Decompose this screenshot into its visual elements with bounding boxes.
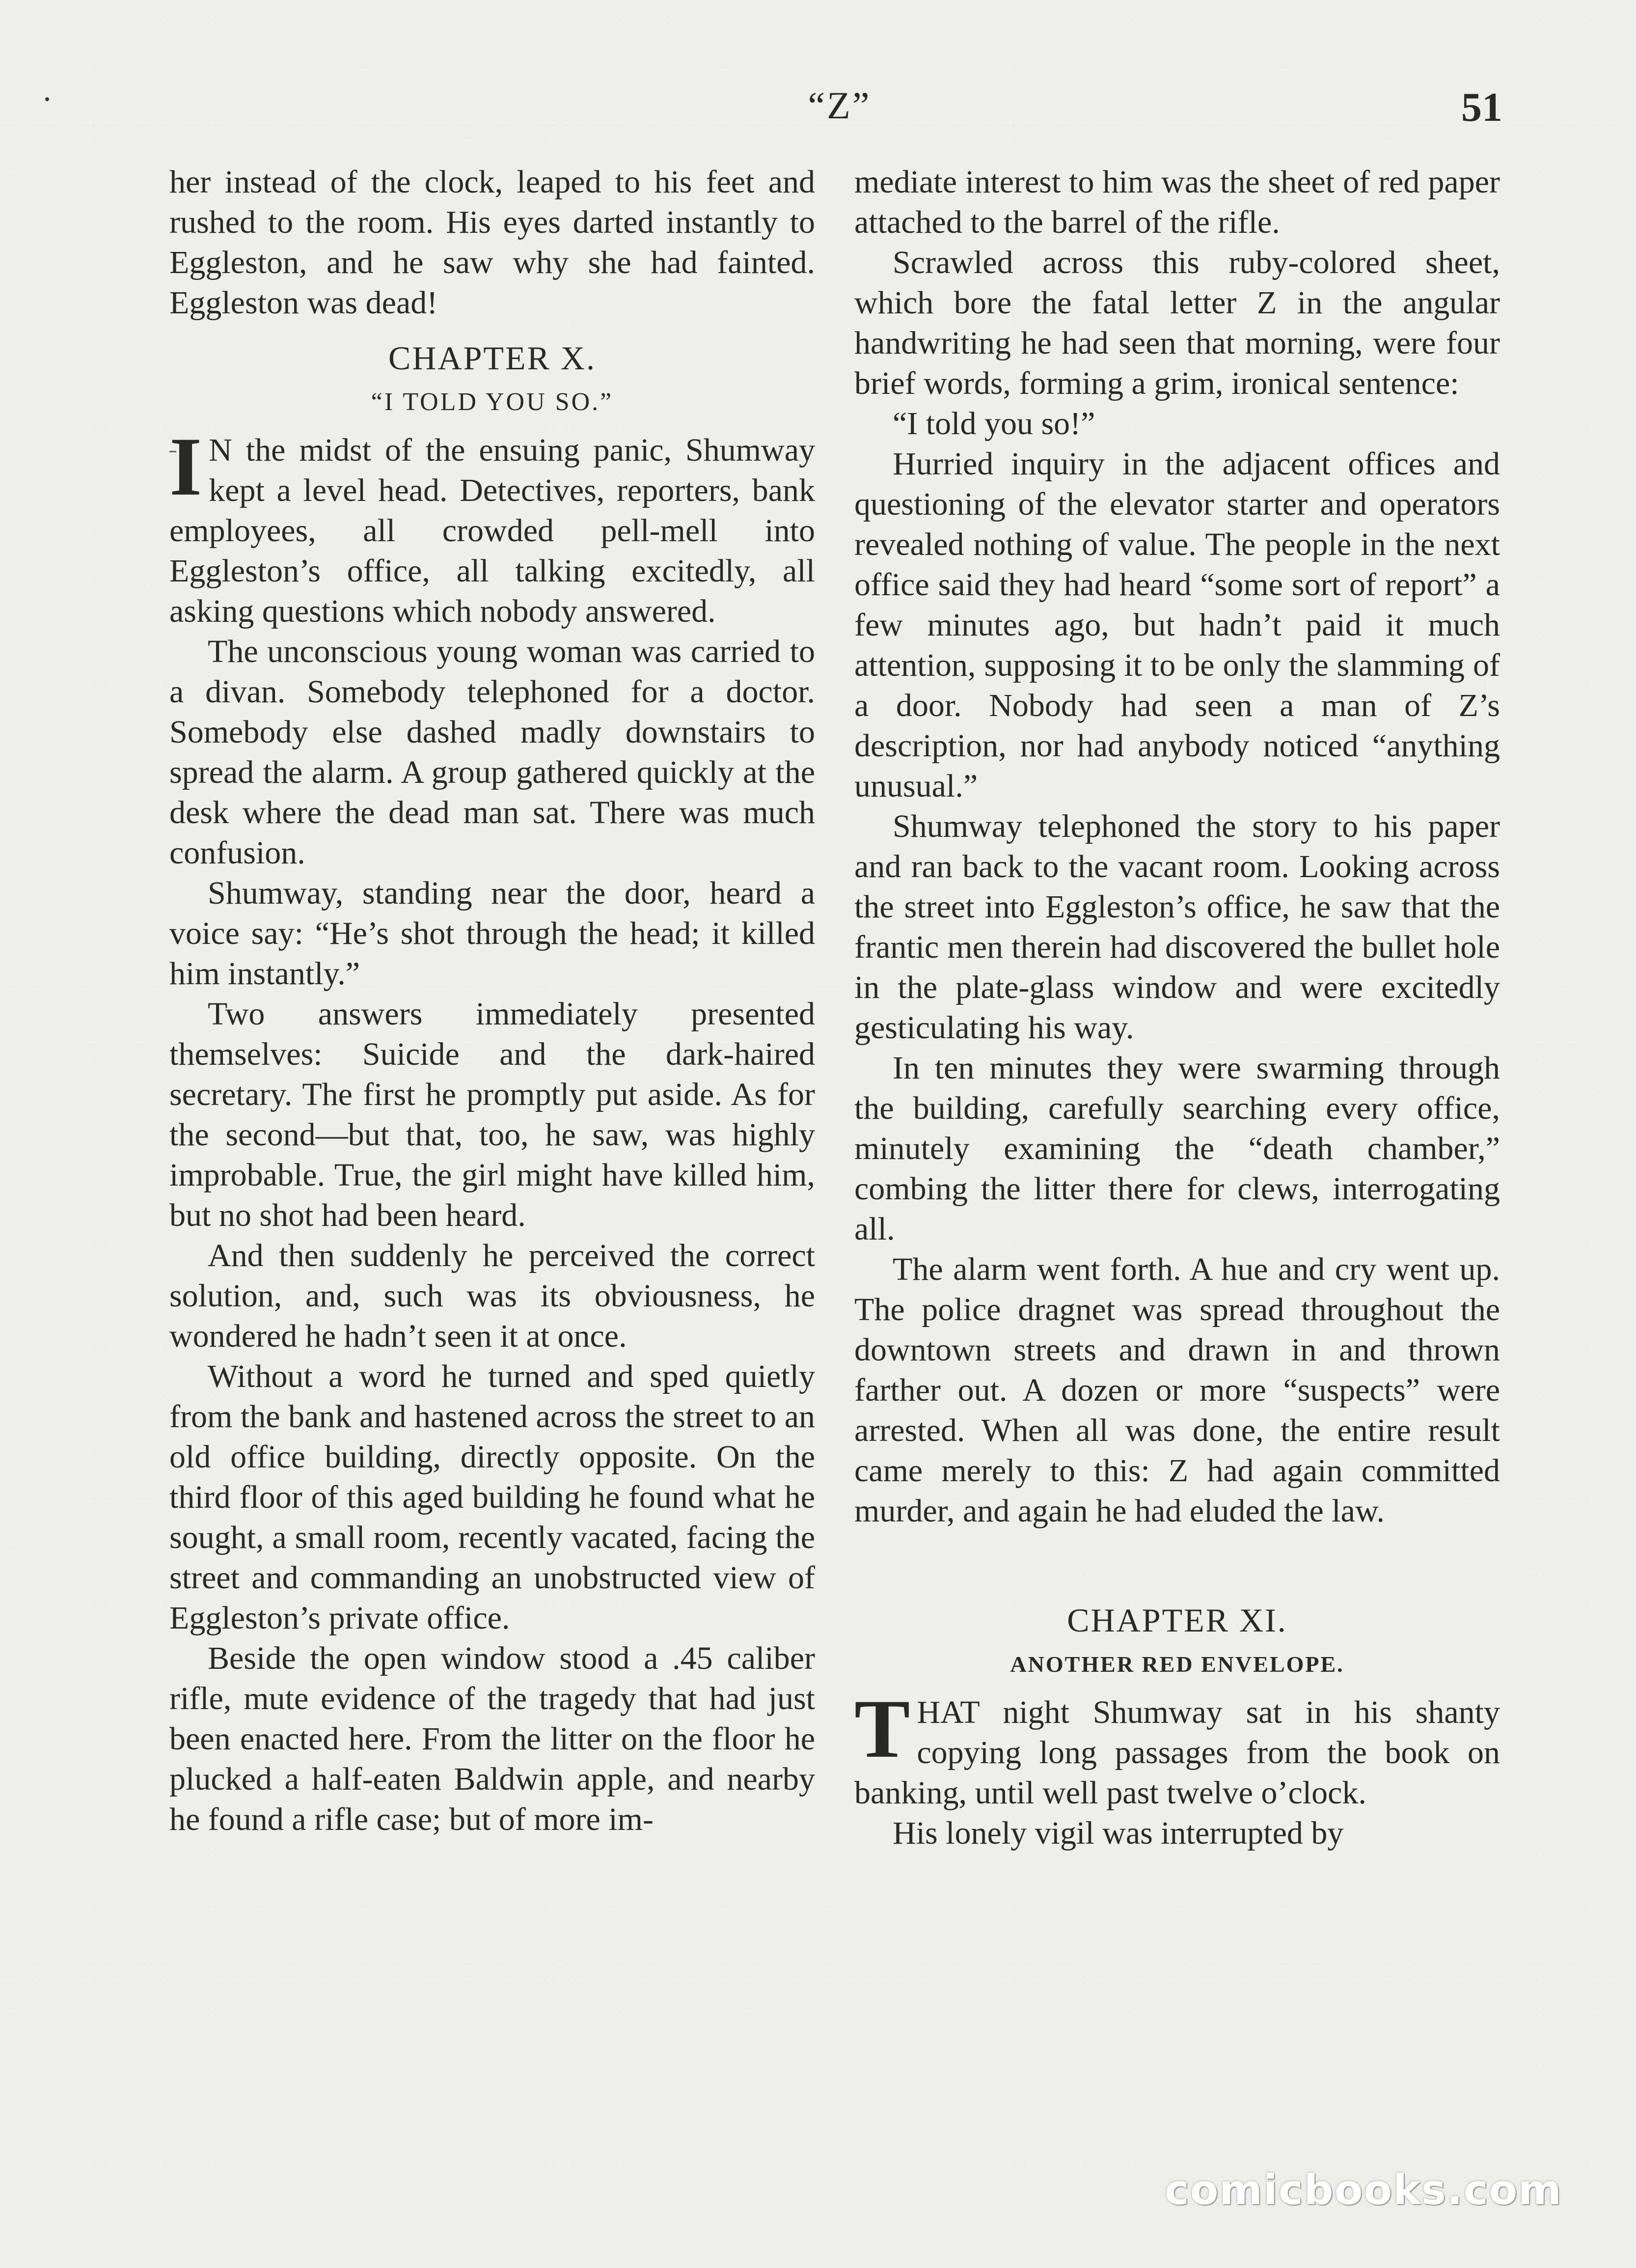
paragraph-text: HAT night Shumway sat in his shanty copying long passages from the book on banking, until well past twelve o’clock.	[854, 1694, 1500, 1811]
watermark: comicbooks.com	[1165, 2166, 1562, 2214]
paragraph: And then suddenly he perceived the correct solution, and, such was its obviousness, he wondered he hadn’t seen it at once.	[169, 1238, 815, 1354]
right-column	[854, 162, 1500, 1853]
running-title: “Z”	[808, 84, 872, 127]
paragraph: her instead of the clock, leaped to his feet and rushed to the room. His eyes darted instantly to Eggleston, and he saw why she had fainted. Eggleston was dead!	[169, 164, 815, 321]
paragraph: In ten minutes they were swarming through the building, carefully searching every office, minutely examining the “death chamber,” combing the litter there for clews, interrogating all.	[854, 1050, 1500, 1247]
section-gap	[854, 1531, 1500, 1585]
paragraph: The alarm went forth. A hue and cry went up. The police dragnet was spread throughout the downtown streets and drawn in and thrown farther out. A dozen or more “suspects” were arrested. When all was done, the entire result came merely to this: Z had again committed murder, and again he had eluded the law.	[854, 1251, 1500, 1529]
chapter-heading: CHAPTER X.	[388, 339, 596, 377]
paragraph: mediate interest to him was the sheet of red paper attached to the barrel of the rifle.	[854, 164, 1500, 240]
paragraph: Beside the open window stood a .45 caliber rifle, mute evidence of the tragedy that had just been enacted here. From the litter on the floor he plucked a half-eaten Baldwin apple, and nearby he found a rifle case; but of more im-	[169, 1640, 815, 1837]
paragraph: Shumway, standing near the door, heard a voice say: “He’s shot through the head; it killed him instantly.”	[169, 875, 815, 992]
paragraph-with-dropcap	[854, 1683, 1500, 1813]
paragraph: His lonely vigil was interrupted by	[893, 1815, 1344, 1851]
chapter-heading: CHAPTER XI.	[1067, 1602, 1287, 1639]
paragraph: Without a word he turned and sped quietly from the bank and hastened across the street to an old office building, directly opposite. On the third floor of this aged building he found what he sought, a small room, recently vacated, facing the street and commanding an unobstructed view of Eggleston’s private office.	[169, 1358, 815, 1636]
paragraph: Scrawled across this ruby-colored sheet, which bore the fatal letter Z in the angular handwriting he had seen that morning, were four brief words, forming a grim, ironical sentence:	[854, 245, 1500, 401]
paragraph: Hurried inquiry in the adjacent offices and questioning of the elevator starter and operators revealed nothing of value. The people in the next office said they had heard “some sort of report” a few minutes ago, but hadn’t paid it much attention, supposing it to be only the slamming of a door. Nobody had seen a man of Z’s description, nor had anybody noticed “anything unusual.”	[854, 446, 1500, 804]
paragraph-text: N the midst of the ensuing panic, Shumway kept a level head. Detectives, reporters, bank employees, all crowded pell-mell into Eggleston’s office, all talking excitedly, all asking questions which nobody answered.	[169, 432, 815, 629]
paragraph: Two answers immediately presented themselves: Suicide and the dark-haired secretary. The first he promptly put aside. As for the second—but that, too, he saw, was highly improbable. True, the girl might have killed him, but no shot had been heard.	[169, 996, 815, 1233]
page-header	[0, 83, 1636, 138]
page-number: 51	[1461, 84, 1502, 130]
paragraph: “I told you so!”	[893, 406, 1095, 442]
drop-cap: T	[854, 1683, 910, 1775]
paragraph: The unconscious young woman was carried to a divan. Somebody telephoned for a doctor. Somebody else dashed madly downstairs to spread the alarm. A group gathered quickly at the desk where the dead man sat. There was much confusion.	[169, 634, 815, 871]
left-column	[169, 162, 815, 1840]
chapter-title: ANOTHER RED ENVELOPE.	[1010, 1652, 1344, 1677]
drop-cap: I	[169, 420, 202, 513]
paragraph: Shumway telephoned the story to his paper and ran back to the vacant room. Looking across the street into Eggleston’s office, he saw that the frantic men therein had discovered the bullet hole in the plate-glass window and were excitedly gesticulating his way.	[854, 808, 1500, 1046]
chapter-title: “I TOLD YOU SO.”	[371, 388, 614, 416]
paragraph-with-dropcap	[169, 420, 815, 632]
